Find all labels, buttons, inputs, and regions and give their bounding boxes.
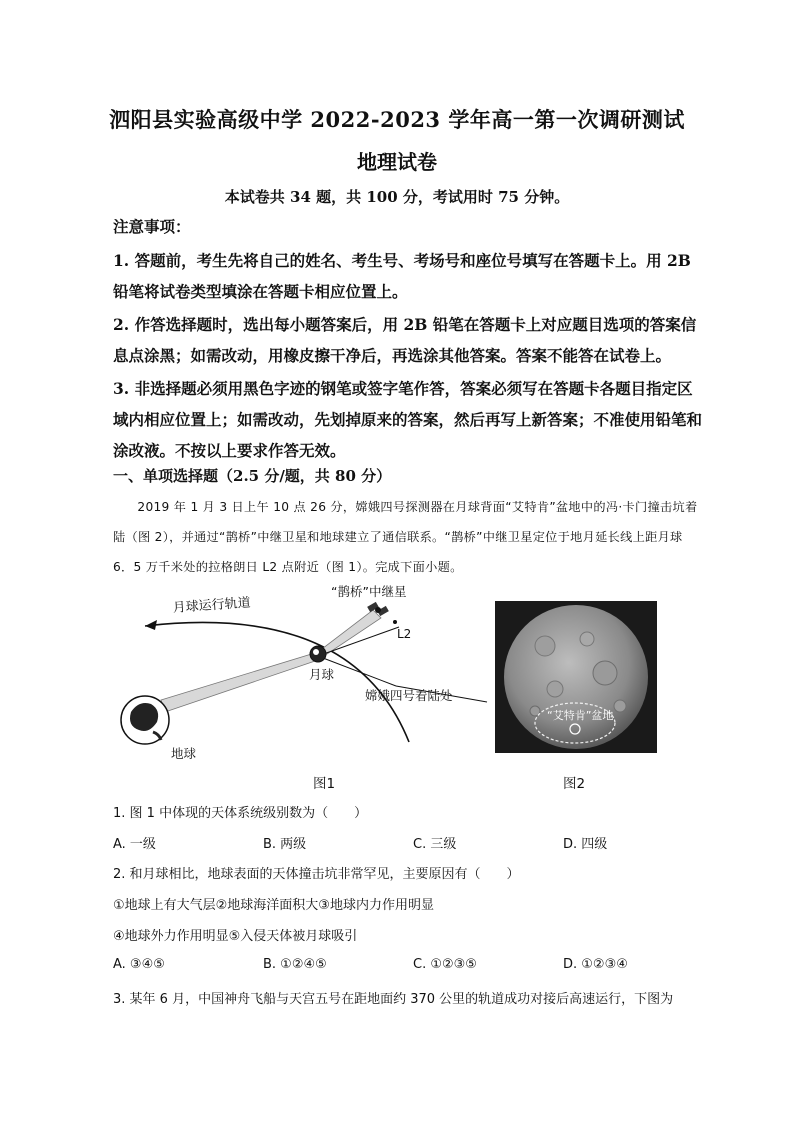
notice-item-1: 1. 答题前，考生先将自己的姓名、考生号、考场号和座位号填写在答题卡上。用 2B 铅笔将试卷类型填涂在答题卡相应位置上。 [113, 251, 691, 301]
figure-2-moon-image [495, 601, 657, 753]
q1-option-d[interactable]: D. 四级 [563, 837, 608, 852]
label-landing: 嫦娥四号着陆处 [365, 688, 453, 703]
q2-option-c[interactable]: C. ①②③⑤ [413, 957, 477, 972]
figure-2-caption: 图2 [563, 776, 586, 792]
question-2-line-1: ①地球上有大气层②地球海洋面积大③地球内力作用明显 [113, 898, 434, 913]
q1-option-c[interactable]: C. 三级 [413, 837, 457, 852]
question-1-stem: 1. 图 1 中体现的天体系统级别数为（ ） [113, 806, 368, 821]
l2-point [393, 620, 397, 624]
question-2-stem: 2. 和月球相比，地球表面的天体撞击坑非常罕见，主要原因有（ ） [113, 867, 520, 882]
label-relay: “鹊桥”中继星 [331, 584, 407, 599]
paper-subtitle: 地理试卷 [357, 150, 437, 174]
moon-orbit-arc [145, 622, 412, 742]
label-earth: 地球 [171, 746, 197, 761]
notice-item-2: 2. 作答选择题时，选出每小题答案后，用 2B 铅笔在答题卡上对应题目选项的答案信息点涂黑；如需改动，用橡皮擦干净后，再选涂其他答案。答案不能答在试卷上。 [113, 315, 697, 365]
exam-info: 本试卷共 34 题，共 100 分，考试用时 75 分钟。 [224, 188, 570, 206]
q2-option-a[interactable]: A. ③④⑤ [113, 957, 165, 972]
q1-option-b[interactable]: B. 两级 [263, 837, 307, 852]
notice-item-3: 3. 非选择题必须用黑色字迹的钢笔或签字笔作答，答案必须写在答题卡各题目指定区域内相应位置上；如需改动，先划掉原来的答案，然后再写上新答案；不准使用铅笔和涂改液。不按以上要求作答无效。 [113, 379, 703, 460]
figure-1-diagram [113, 582, 453, 767]
q2-option-b[interactable]: B. ①②④⑤ [263, 957, 327, 972]
q2-option-d[interactable]: D. ①②③④ [563, 957, 628, 972]
notice-heading: 注意事项： [113, 217, 191, 236]
label-l2: L2 [397, 627, 412, 641]
section-heading: 一、单项选择题（2.5 分/题，共 80 分） [113, 467, 392, 485]
label-moon: 月球 [309, 667, 335, 682]
figure-1-caption: 图1 [313, 776, 336, 792]
question-2-options [113, 957, 713, 972]
page-title: 泗阳县实验高级中学 2022-2023 学年高一第一次调研测试 [109, 107, 685, 132]
question-1-options [113, 833, 713, 852]
q1-option-a[interactable]: A. 一级 [113, 837, 156, 852]
question-3-stem: 3. 某年 6 月，中国神舟飞船与天宫五号在距地面约 370 公里的轨道成功对接后高速运行，下图为 [113, 992, 674, 1007]
earth-icon [121, 696, 169, 744]
question-intro: 2019 年 1 月 3 日上午 10 点 26 分，嫦娥四号探测器在月球背面“艾特肯”盆地中的冯·卡门撞击坑着陆（图 2），并通过“鹊桥”中继卫星和地球建立了通信联系。“鹊桥”中继卫星定位于地月延长线上距月球 6．5 万千米处的拉格朗日 L2 点附近（图 1）。完成下面小题。 [113, 500, 698, 574]
label-orbit: 月球运行轨道 [172, 595, 252, 616]
question-2-line-2: ④地球外力作用明显⑤入侵天体被月球吸引 [113, 929, 358, 944]
label-basin: “艾特肯”盆地 [547, 709, 614, 722]
